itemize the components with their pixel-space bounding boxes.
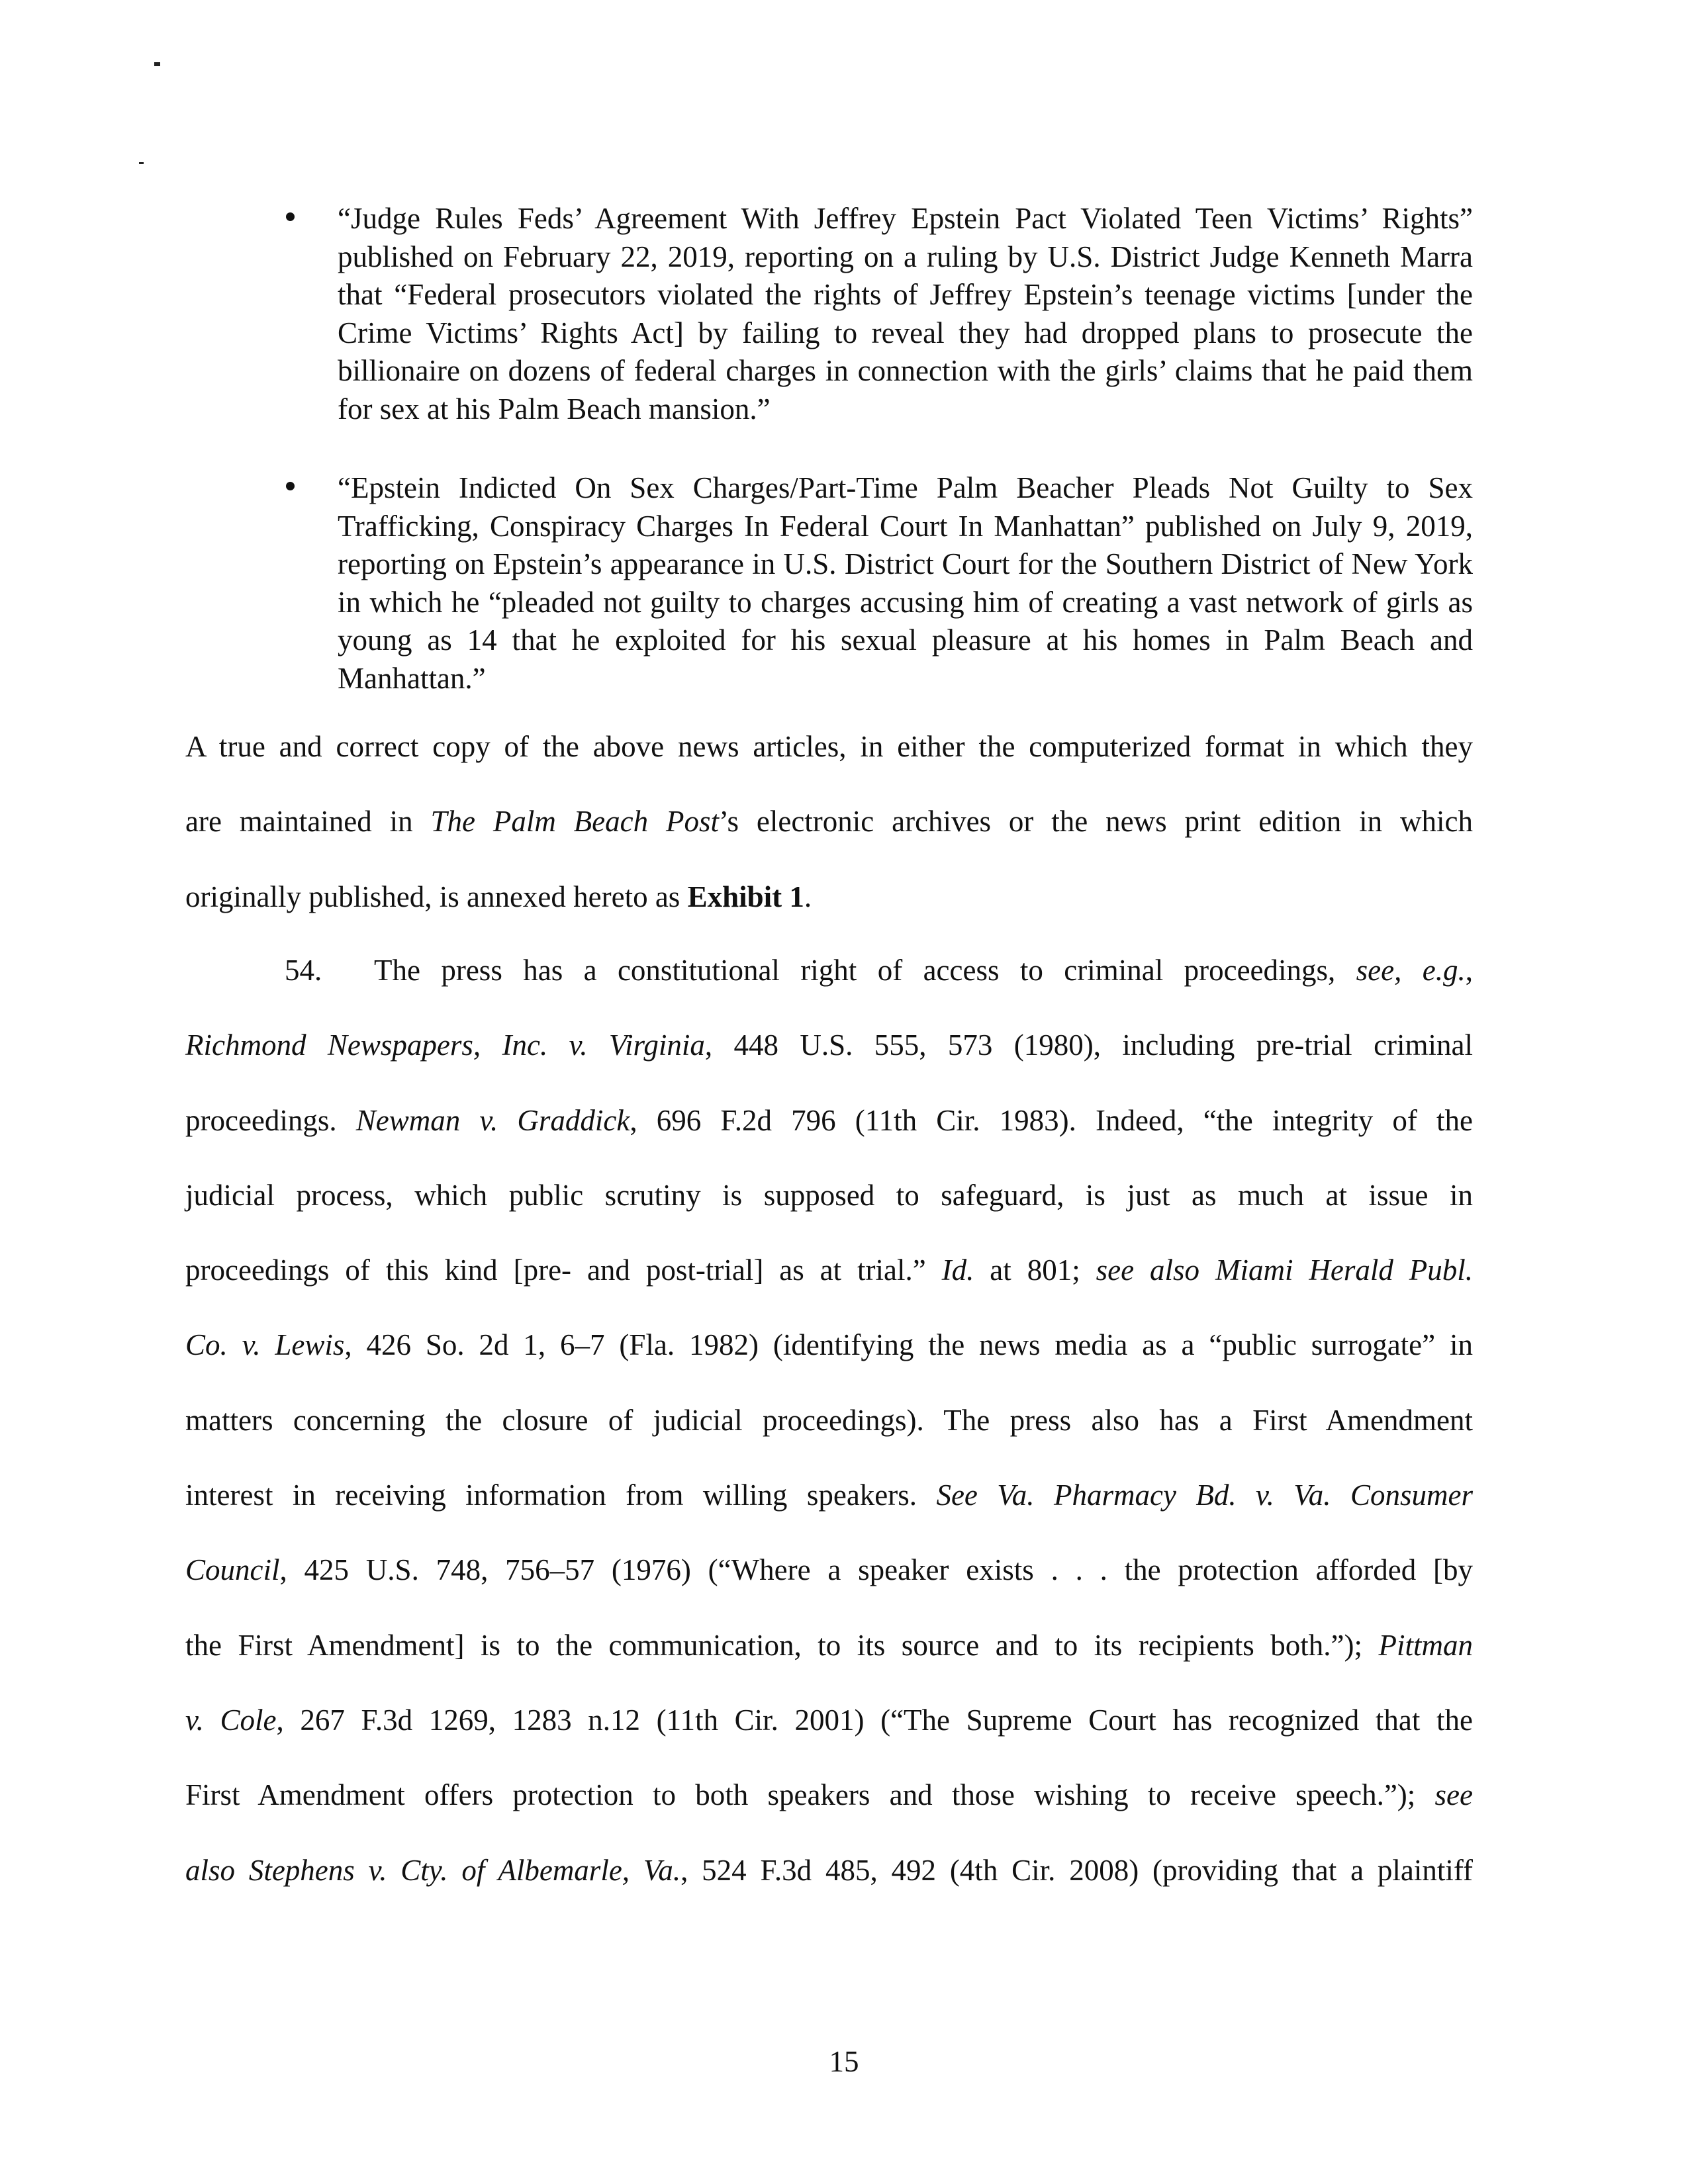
text-line: matters concerning the closure of judicial proceedings). The press also has a First Amendment — [185, 1403, 1473, 1437]
case-citation: see also Miami Herald Publ. — [1096, 1253, 1474, 1287]
text-line: v. Cole, 267 F.3d 1269, 1283 n.12 (11th Cir. 2001) (“The Supreme Court has recognized that the — [185, 1703, 1473, 1737]
paragraph-54 — [185, 933, 1473, 1908]
bullet-icon — [286, 482, 295, 490]
page-number: 15 — [829, 2045, 859, 2078]
case-citation: See Va. Pharmacy Bd. v. Va. Consumer — [936, 1479, 1473, 1512]
text-line: 54. The press has a constitutional right of access to criminal proceedings, see, e.g., — [285, 954, 1473, 987]
case-citation: Pittman — [1378, 1628, 1473, 1662]
text-line: interest in receiving information from willing speakers. See Va. Pharmacy Bd. v. Va. Consumer — [185, 1479, 1473, 1512]
news-article-list — [0, 200, 1688, 698]
text-line: First Amendment offers protection to both speakers and those wishing to receive speech.”); see — [185, 1778, 1473, 1812]
scan-speck — [154, 62, 160, 66]
case-citation: also Stephens v. Cty. of Albemarle, Va. — [185, 1853, 681, 1887]
publication-name: The Palm Beach Post — [430, 805, 719, 839]
bullet-icon — [286, 212, 295, 221]
text-line: A true and correct copy of the above news articles, in either the computerized format in which they — [185, 730, 1473, 763]
text-line: Co. v. Lewis, 426 So. 2d 1, 6–7 (Fla. 1982) (identifying the news media as a “public surrogate” in — [185, 1328, 1473, 1362]
case-citation: Richmond Newspapers, Inc. v. Virginia — [185, 1028, 705, 1062]
text-line: originally published, is annexed hereto as Exhibit 1. — [185, 880, 812, 913]
exhibit-reference: Exhibit 1 — [687, 880, 804, 913]
text-line: Richmond Newspapers, Inc. v. Virginia, 448 U.S. 555, 573 (1980), including pre-trial criminal — [185, 1028, 1474, 1062]
case-citation: Council — [185, 1553, 280, 1587]
case-citation: Co. v. Lewis — [185, 1328, 345, 1362]
list-item — [0, 469, 1688, 698]
exhibit-paragraph — [185, 709, 1473, 934]
scan-speck — [139, 162, 144, 164]
text-line: proceedings of this kind [pre- and post-trial] as at trial.” Id. at 801; see also Miami Herald Publ. — [185, 1253, 1474, 1287]
text-line: are maintained in The Palm Beach Post’s electronic archives or the news print edition in which — [185, 805, 1473, 839]
article-description: “Judge Rules Feds’ Agreement With Jeffrey Epstein Pact Violated Teen Victims’ Rights” published on February 22, 2019, reporting on a ruling by U.S. District Judge Kenneth Marra that “Federal prosecutors violated the rights of Jeffrey Epstein’s teenage victims [under the Crime Victims’ Rights Act] by failing to reveal they had dropped plans to prosecute the billionaire on dozens of federal charges in connection with the girls’ claims that he paid them for sex at his Palm Beach mansion.” — [338, 202, 1473, 426]
text-line: the First Amendment] is to the communication, to its source and to its recipients both.”); Pittman — [185, 1628, 1473, 1662]
list-item — [0, 200, 1688, 428]
text-line: Council, 425 U.S. 748, 756–57 (1976) (“Where a speaker exists . . . the protection afforded [by — [185, 1553, 1473, 1587]
case-citation: Newman v. Graddick — [355, 1103, 630, 1137]
text-line: also Stephens v. Cty. of Albemarle, Va., 524 F.3d 485, 492 (4th Cir. 2008) (providing that a plaintiff — [185, 1853, 1473, 1887]
text-line: judicial process, which public scrutiny is supposed to safeguard, is just as much at issue in — [185, 1178, 1473, 1212]
text-line: proceedings. Newman v. Graddick, 696 F.2d 796 (11th Cir. 1983). Indeed, “the integrity of the — [185, 1103, 1474, 1137]
article-description: “Epstein Indicted On Sex Charges/Part-Time Palm Beacher Pleads Not Guilty to Sex Trafficking, Conspiracy Charges In Federal Court In Manhattan” published on July 9, 2019, reporting on Epstein’s appearance in U.S. District Court for the Southern District of New York in which he “pleaded not guilty to charges accusing him of creating a vast network of girls as young as 14 that he exploited for his sexual pleasure at his homes in Palm Beach and Manhattan.” — [338, 471, 1473, 695]
case-citation: v. Cole — [185, 1703, 277, 1737]
